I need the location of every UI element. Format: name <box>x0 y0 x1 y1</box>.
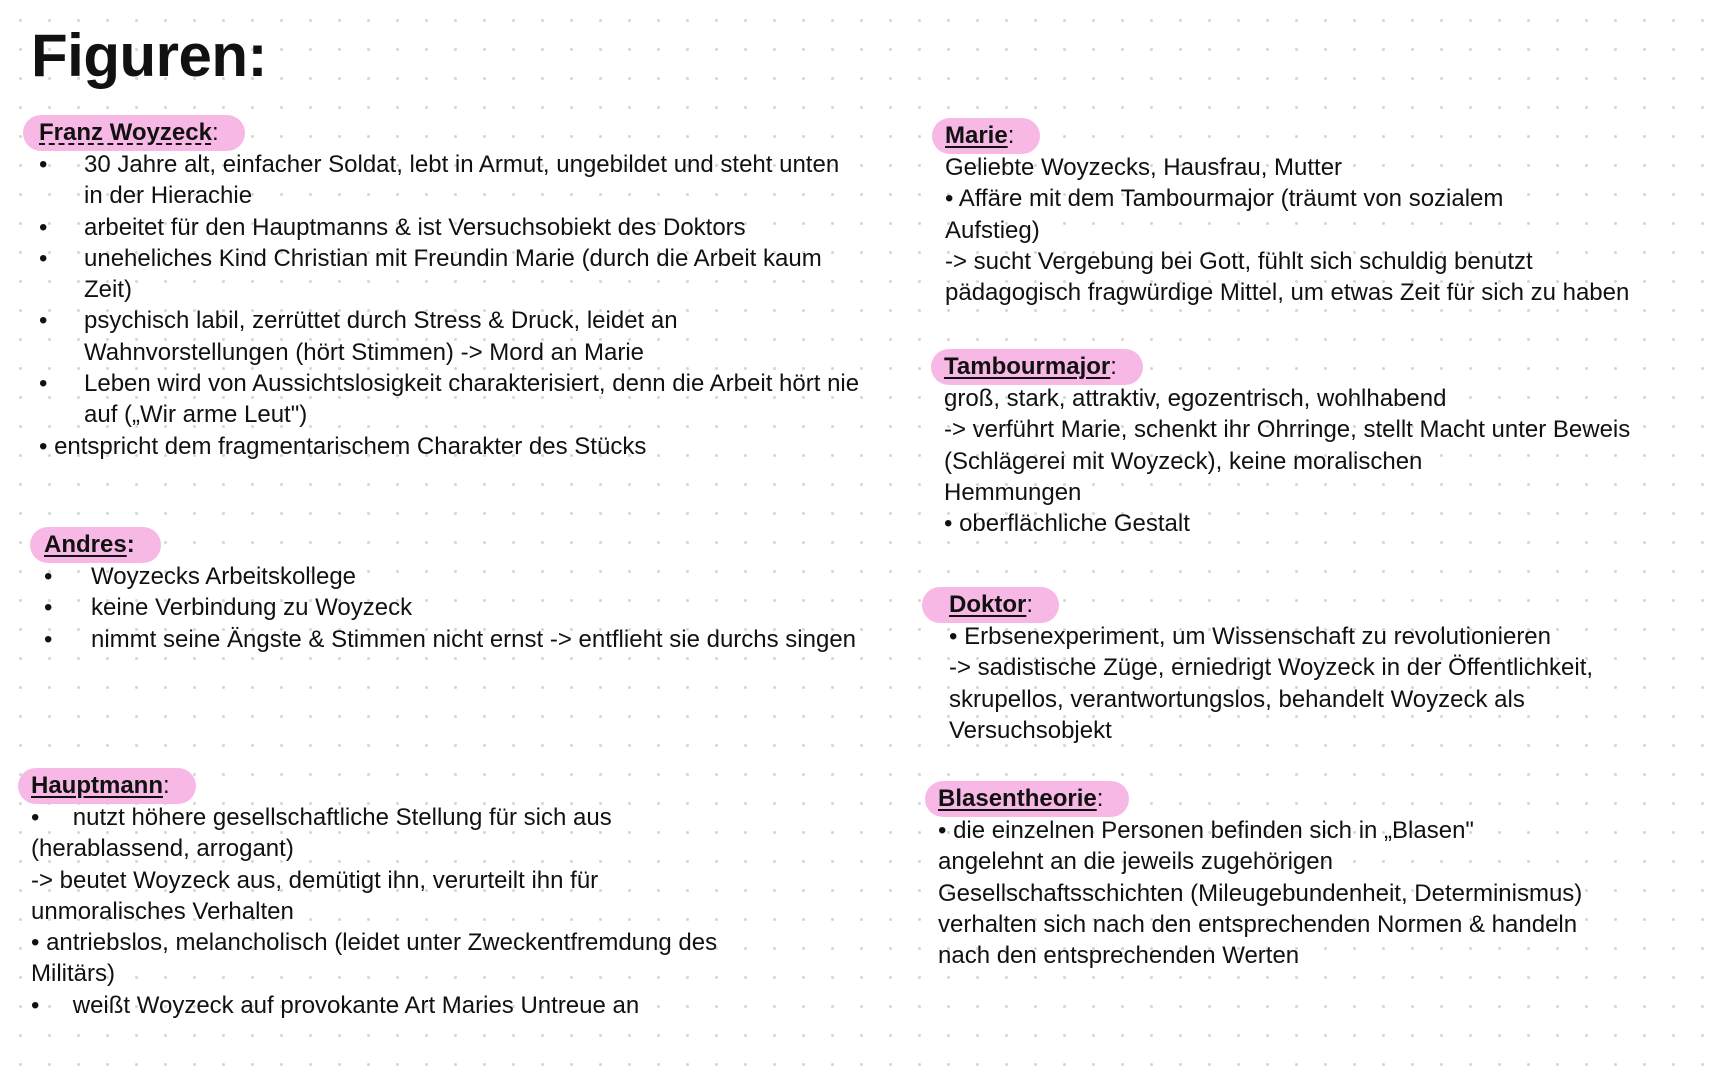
heading-label: Blasentheorie <box>938 785 1097 812</box>
list-item <box>30 592 870 623</box>
list-item-text: arbeitet für den Hauptmanns & ist Versuchsobiekt des Doktors <box>84 213 746 241</box>
bullet: • <box>39 244 48 272</box>
list-item <box>23 305 863 368</box>
list-item-text: psychisch labil, zerrüttet durch Stress & Druck, leidet an Wahnvorstellungen (hört Stimmen) -> Mord an Marie <box>84 307 678 366</box>
text-line: • antriebslos, melancholisch (leidet unter Zweckentfremdung des <box>31 929 718 957</box>
heading-colon: : <box>1026 591 1034 618</box>
section-heading <box>925 781 1129 817</box>
list-item <box>23 149 863 212</box>
bullet: • <box>44 563 53 590</box>
section-blasentheorie <box>925 781 1715 971</box>
list-item-text: Leben wird von Aussichtslosigkeit charakterisiert, denn die Arbeit hört nie auf („Wir arme Leut") <box>84 370 860 429</box>
section-heading <box>23 115 245 151</box>
section-tambourmajor <box>931 349 1721 539</box>
section-franz-woyzeck <box>23 115 863 462</box>
list-item-text: uneheliches Kind Christian mit Freundin Marie (durch die Arbeit kaum Zeit) <box>84 244 822 304</box>
text-line: skrupellos, verantwortungslos, behandelt Woyzeck als <box>949 685 1525 713</box>
bullet: • <box>39 370 48 398</box>
text-line: • Affäre mit dem Tambourmajor (träumt von sozialem <box>945 185 1504 213</box>
text-line: Militärs) <box>31 960 115 988</box>
text-line: • weißt Woyzeck auf provokante Art Maries Untreue an <box>31 991 640 1019</box>
section-body <box>922 621 1712 746</box>
text-line: • die einzelnen Personen befinden sich in „Blasen" <box>938 817 1474 844</box>
section-body <box>925 815 1715 971</box>
list-item-text: keine Verbindung zu Woyzeck <box>91 594 413 622</box>
bullet: • <box>39 213 48 241</box>
text-line: • nutzt höhere gesellschaftliche Stellung für sich aus <box>31 804 612 831</box>
heading-label: Hauptmann <box>31 772 163 799</box>
list-item <box>30 561 870 592</box>
text-line: Aufstieg) <box>945 216 1040 244</box>
heading-colon: : <box>126 531 135 558</box>
list-item-text: 30 Jahre alt, einfacher Soldat, lebt in Armut, ungebildet und steht unten in der Hierachie <box>84 151 840 210</box>
section-heading <box>30 527 161 563</box>
section-heading <box>932 118 1040 154</box>
text-line: (Schlägerei mit Woyzeck), keine moralischen <box>944 447 1423 475</box>
text-line: nach den entsprechenden Werten <box>938 942 1300 970</box>
text-line: verhalten sich nach den entsprechenden Normen & handeln <box>938 910 1578 938</box>
list-item-text: Woyzecks Arbeitskollege <box>91 563 357 590</box>
text-line: • Erbsenexperiment, um Wissenschaft zu revolutionieren <box>949 623 1552 650</box>
text-line: -> sadistische Züge, erniedrigt Woyzeck in der Öffentlichkeit, <box>949 654 1594 682</box>
heading-colon: : <box>163 772 170 799</box>
list-item-text: nimmt seine Ängste & Stimmen nicht ernst -> entflieht sie durchs singen <box>91 625 857 653</box>
bullet: • <box>39 307 48 335</box>
section-heading <box>922 587 1059 623</box>
text-line: unmoralisches Verhalten <box>31 897 294 925</box>
text-line: Gesellschaftsschichten (Mileugebundenheit, Determinismus) <box>938 879 1583 907</box>
text-line: angelehnt an die jeweils zugehörigen <box>938 848 1333 876</box>
text-line: Hemmungen <box>944 478 1082 506</box>
text-line: -> beutet Woyzeck aus, demütigt ihn, verurteilt ihn für <box>31 866 599 894</box>
section-andres <box>30 527 870 655</box>
section-body <box>23 149 863 462</box>
text-line: • oberflächliche Gestalt <box>944 510 1190 538</box>
bullet: • <box>39 151 48 178</box>
text-line: • entspricht dem fragmentarischem Charakter des Stücks <box>39 432 647 460</box>
section-marie <box>932 118 1722 308</box>
section-heading <box>931 349 1143 385</box>
heading-label: Doktor <box>949 591 1027 618</box>
section-body <box>932 152 1722 308</box>
text-line: (herablassend, arrogant) <box>31 835 294 863</box>
section-body <box>931 383 1721 539</box>
heading-label: Marie <box>945 122 1008 149</box>
heading-colon: : <box>1110 353 1117 380</box>
text-line: Geliebte Woyzecks, Hausfrau, Mutter <box>945 154 1343 181</box>
list-item <box>23 368 863 431</box>
bullet: • <box>44 594 53 622</box>
list-item <box>23 243 863 306</box>
heading-colon: : <box>1096 785 1104 812</box>
section-hauptmann <box>18 768 838 1021</box>
text-line: -> verführt Marie, schenkt ihr Ohrringe, stellt Macht unter Beweis <box>944 416 1631 444</box>
section-body <box>30 561 870 655</box>
bullet: • <box>44 625 53 653</box>
list-item <box>30 624 870 655</box>
list-item <box>23 212 863 243</box>
text-line: Versuchsobjekt <box>949 716 1112 744</box>
heading-label: Tambourmajor <box>944 353 1111 380</box>
heading-colon: : <box>211 119 219 146</box>
section-doktor <box>922 587 1712 746</box>
section-heading <box>18 768 196 804</box>
text-line: pädagogisch fragwürdige Mittel, um etwas Zeit für sich zu haben <box>945 279 1630 307</box>
text-line: groß, stark, attraktiv, egozentrisch, wohlhabend <box>944 385 1447 412</box>
heading-label: Andres <box>44 531 127 558</box>
page-title: Figuren: <box>31 22 267 89</box>
heading-label: Franz Woyzeck <box>39 119 212 146</box>
text-line: -> sucht Vergebung bei Gott, fühlt sich schuldig benutzt <box>945 247 1533 275</box>
heading-colon: : <box>1007 122 1015 149</box>
section-body <box>18 802 838 1021</box>
